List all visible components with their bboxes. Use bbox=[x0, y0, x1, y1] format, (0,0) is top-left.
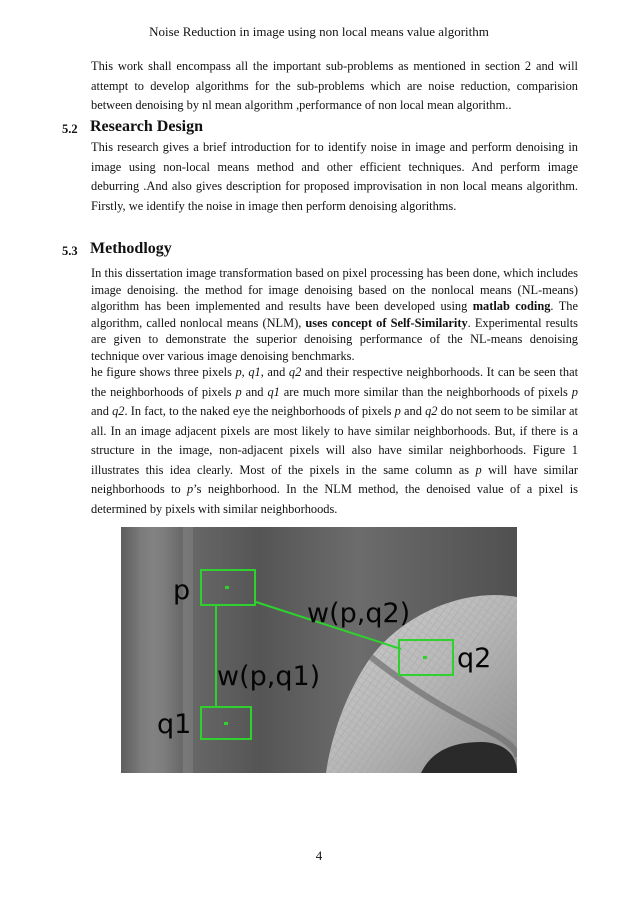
italic-text: p, q1 bbox=[235, 365, 261, 379]
italic-text: q2 bbox=[425, 404, 438, 418]
italic-text: p bbox=[187, 482, 194, 496]
pixel-marker-p bbox=[225, 586, 229, 589]
italic-text: p bbox=[475, 462, 482, 477]
nlm-figure-graphic bbox=[121, 527, 517, 773]
label-weight-pq2: w(p,q2) bbox=[307, 598, 411, 629]
label-weight-pq1: w(p,q1) bbox=[217, 661, 321, 692]
text-run: and bbox=[241, 384, 268, 399]
bold-text: matlab coding bbox=[472, 299, 551, 313]
methodology-paragraph-2 bbox=[91, 363, 578, 519]
nlm-figure bbox=[121, 527, 517, 773]
methodology-paragraph-1 bbox=[91, 265, 578, 364]
pixel-marker-q2 bbox=[423, 656, 427, 659]
intro-paragraph: This work shall encompass all the important sub-problems as mentioned in section 2 and will attempt to develop algorithms for the sub-problems which are noise reduction, comparision between denoising by nl mean algorithm ,performance of non local mean algorithm.. bbox=[91, 59, 578, 112]
section-number: 5.3 bbox=[62, 244, 78, 258]
running-header: Noise Reduction in image using non local means value algorithm bbox=[149, 24, 489, 39]
italic-text: q2 bbox=[112, 404, 125, 418]
pixel-marker-q1 bbox=[224, 722, 228, 725]
text-run: . Experimental results are given to demonstrate the superior denoising performance of the NL-means denoising technique over various image denoising benchmarks. bbox=[91, 315, 579, 363]
label-p: p bbox=[173, 575, 191, 606]
section-title: Methodlogy bbox=[90, 240, 172, 257]
text-run: he figure shows three pixels bbox=[91, 365, 236, 379]
italic-text: q1 bbox=[267, 384, 280, 399]
label-q2: q2 bbox=[457, 643, 492, 674]
research-design-paragraph: This research gives a brief introduction for to identify noise in image and perform denoising in image using non-local means method and other efficient techniques. And perform image deburring .And also gives description for proposed improvisation in non local means algorithm. Firstly, we identify the noise in image then perform denoising algorithms. bbox=[91, 140, 578, 213]
italic-text: q2 bbox=[288, 365, 302, 379]
text-run: ’s neighborhood. In the NLM method, the denoised value of a pixel is determined by pixels with similar neighborhoods. bbox=[91, 482, 578, 516]
italic-text: p bbox=[235, 384, 242, 399]
text-run: and their respective neighborhoods. It can be seen that the neighborhoods of pixels bbox=[91, 365, 579, 399]
text-run: . In fact, to the naked eye the neighborhoods of pixels bbox=[124, 404, 395, 418]
text-run: will have similar neighborhoods to bbox=[91, 462, 578, 496]
label-q1: q1 bbox=[157, 709, 192, 740]
text-run: In this dissertation image transformation based on pixel processing has been done, which includes image denoising. the method for image denoising based on the nonlocal means (NL-means) algorithm has been implemented and results have been developed using bbox=[91, 266, 578, 313]
text-run: . The algorithm, called nonlocal means (NLM), bbox=[91, 299, 578, 330]
text-run: do not seem to be similar at all. In an image adjacent pixels are most likely to have similar neighborhoods. But, if there is a structure in the image, non-adjacent pixels will also have similar neighborhoods. Figure 1 illustrates this idea clearly. Most of the pixels in the same column as bbox=[91, 404, 578, 477]
text-run: and bbox=[91, 404, 113, 418]
italic-text: p bbox=[394, 404, 401, 418]
text-run: and bbox=[400, 404, 426, 418]
italic-text: p bbox=[571, 384, 578, 399]
text-run: , and bbox=[260, 365, 289, 379]
section-title: Research Design bbox=[90, 118, 204, 135]
page-number: 4 bbox=[315, 848, 323, 863]
bold-text: uses concept of Self-Similarity bbox=[305, 315, 468, 330]
text-run: are much more similar than the neighborhoods of pixels bbox=[279, 384, 572, 399]
section-number: 5.2 bbox=[62, 122, 78, 136]
